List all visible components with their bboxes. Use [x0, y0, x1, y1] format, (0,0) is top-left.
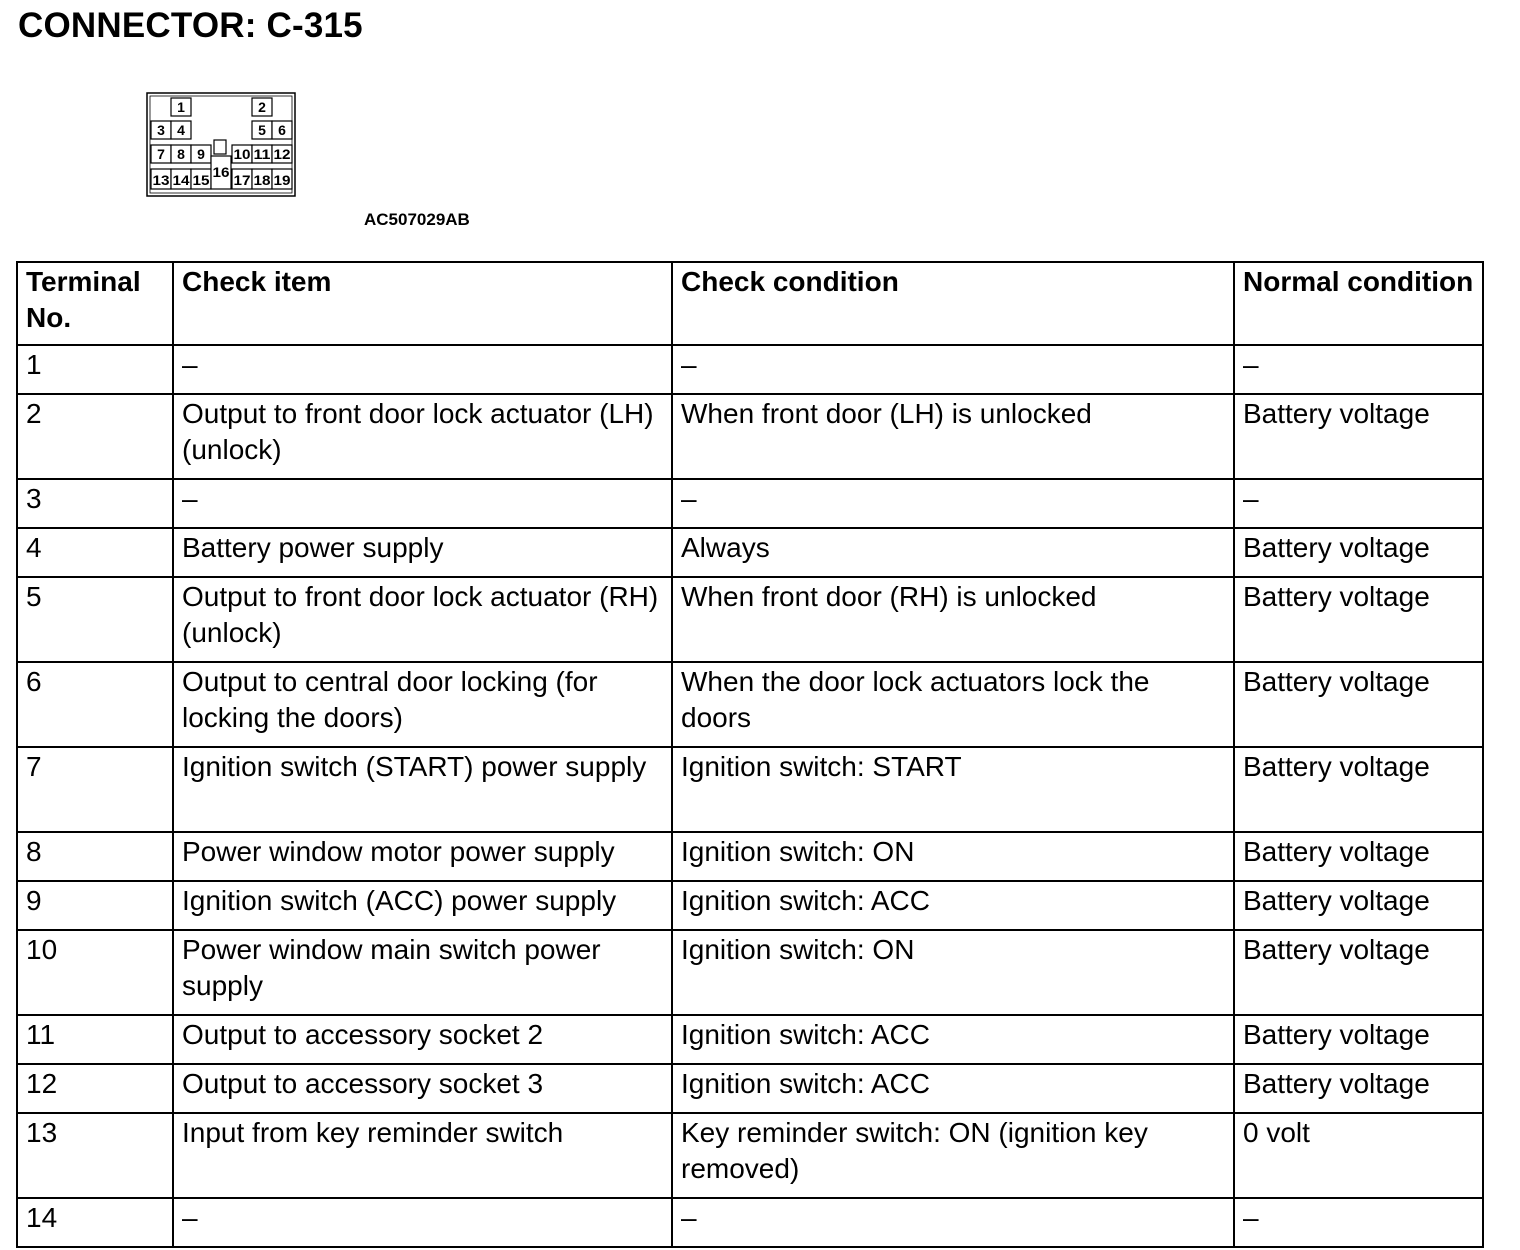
- cell-check-item: Power window motor power supply: [173, 832, 672, 881]
- cell-check-condition: Ignition switch: ACC: [672, 881, 1234, 930]
- table-row: [17, 881, 1483, 930]
- cell-normal-condition: 0 volt: [1234, 1113, 1483, 1198]
- connector-pin-17: [232, 169, 252, 189]
- cell-terminal: 4: [17, 528, 173, 577]
- cell-normal-condition: Battery voltage: [1234, 577, 1483, 662]
- cell-check-condition: When the door lock actuators lock the doors: [672, 662, 1234, 747]
- cell-check-condition: When front door (LH) is unlocked: [672, 394, 1234, 479]
- header-check-item: Check item: [173, 262, 672, 345]
- cell-check-item: Battery power supply: [173, 528, 672, 577]
- connector-pin-label: 2: [258, 99, 266, 115]
- table-row: [17, 479, 1483, 528]
- connector-pin-label: 18: [253, 172, 271, 188]
- cell-normal-condition: Battery voltage: [1234, 662, 1483, 747]
- connector-pin-label: 16: [212, 164, 230, 180]
- connector-pin-label: 17: [233, 172, 251, 188]
- connector-pin-label: 13: [152, 172, 170, 188]
- cell-check-item: Output to front door lock actuator (LH) (unlock): [173, 394, 672, 479]
- connector-pin-label: 7: [157, 146, 165, 162]
- connector-pin-7: [151, 145, 171, 163]
- connector-pin-label: 15: [192, 172, 210, 188]
- header-check-condition: Check condition: [672, 262, 1234, 345]
- cell-terminal: 1: [17, 345, 173, 394]
- cell-check-item: Output to accessory socket 3: [173, 1064, 672, 1113]
- connector-pin-label: 3: [157, 122, 165, 138]
- terminal-inspection-table: [16, 261, 1484, 1248]
- header-normal-condition: Normal condition: [1234, 262, 1483, 345]
- cell-check-condition: Key reminder switch: ON (ignition key removed): [672, 1113, 1234, 1198]
- cell-check-item: –: [173, 345, 672, 394]
- connector-pin-label: 19: [273, 172, 291, 188]
- table-row: [17, 930, 1483, 1015]
- connector-pinout: [146, 92, 296, 197]
- connector-pin-5: [252, 121, 272, 139]
- cell-check-item: Output to accessory socket 2: [173, 1015, 672, 1064]
- cell-check-item: Power window main switch power supply: [173, 930, 672, 1015]
- cell-terminal: 3: [17, 479, 173, 528]
- connector-pin-label: 4: [177, 122, 185, 138]
- connector-pin-3: [151, 121, 171, 139]
- table-row: [17, 1015, 1483, 1064]
- connector-pin-label: 10: [233, 146, 251, 162]
- cell-normal-condition: Battery voltage: [1234, 747, 1483, 832]
- table-row: [17, 394, 1483, 479]
- cell-normal-condition: –: [1234, 479, 1483, 528]
- cell-terminal: 2: [17, 394, 173, 479]
- connector-pin-19: [272, 169, 292, 189]
- cell-check-condition: Ignition switch: ON: [672, 930, 1234, 1015]
- connector-pin-label: 9: [197, 146, 205, 162]
- cell-normal-condition: Battery voltage: [1234, 832, 1483, 881]
- connector-pin-label: 6: [278, 122, 286, 138]
- cell-terminal: 13: [17, 1113, 173, 1198]
- cell-terminal: 12: [17, 1064, 173, 1113]
- connector-pin-label: 14: [172, 172, 190, 188]
- cell-check-item: Ignition switch (ACC) power supply: [173, 881, 672, 930]
- cell-normal-condition: –: [1234, 1198, 1483, 1247]
- cell-check-item: –: [173, 479, 672, 528]
- table-header-row: [17, 262, 1483, 345]
- cell-normal-condition: Battery voltage: [1234, 394, 1483, 479]
- cell-check-condition: When front door (RH) is unlocked: [672, 577, 1234, 662]
- connector-pin-11: [252, 145, 272, 163]
- table-row: [17, 577, 1483, 662]
- connector-pin-label: 11: [253, 146, 271, 162]
- cell-check-condition: Ignition switch: START: [672, 747, 1234, 832]
- connector-pin-8: [171, 145, 191, 163]
- inspection-table-container: [16, 261, 1482, 1248]
- table-row: [17, 528, 1483, 577]
- cell-normal-condition: Battery voltage: [1234, 1064, 1483, 1113]
- table-row: [17, 747, 1483, 832]
- cell-terminal: 7: [17, 747, 173, 832]
- cell-terminal: 10: [17, 930, 173, 1015]
- cell-normal-condition: Battery voltage: [1234, 881, 1483, 930]
- cell-check-condition: –: [672, 1198, 1234, 1247]
- connector-pin-12: [272, 145, 292, 163]
- connector-key-slot: [214, 140, 226, 154]
- table-row: [17, 1113, 1483, 1198]
- connector-pin-1: [171, 98, 191, 116]
- cell-check-condition: –: [672, 479, 1234, 528]
- cell-check-condition: Always: [672, 528, 1234, 577]
- cell-check-item: Input from key reminder switch: [173, 1113, 672, 1198]
- table-row: [17, 345, 1483, 394]
- connector-pin-6: [272, 121, 292, 139]
- cell-check-condition: Ignition switch: ACC: [672, 1064, 1234, 1113]
- cell-terminal: 6: [17, 662, 173, 747]
- connector-pin-label: 8: [177, 146, 185, 162]
- cell-terminal: 5: [17, 577, 173, 662]
- header-terminal-no: Terminal No.: [17, 262, 173, 345]
- cell-normal-condition: Battery voltage: [1234, 528, 1483, 577]
- cell-terminal: 14: [17, 1198, 173, 1247]
- cell-check-item: Ignition switch (START) power supply: [173, 747, 672, 832]
- cell-check-item: Output to front door lock actuator (RH) (unlock): [173, 577, 672, 662]
- connector-pin-18: [252, 169, 272, 189]
- table-row: [17, 1064, 1483, 1113]
- cell-terminal: 9: [17, 881, 173, 930]
- connector-pin-label: 1: [177, 99, 185, 115]
- cell-terminal: 11: [17, 1015, 173, 1064]
- table-row: [17, 662, 1483, 747]
- connector-pin-label: 5: [258, 122, 266, 138]
- cell-normal-condition: –: [1234, 345, 1483, 394]
- connector-pin-14: [171, 169, 191, 189]
- connector-pin-16: [211, 156, 231, 189]
- connector-pin-4: [171, 121, 191, 139]
- cell-check-condition: Ignition switch: ON: [672, 832, 1234, 881]
- figure-code: AC507029AB: [364, 210, 470, 229]
- page-title: CONNECTOR: C-315: [18, 6, 363, 45]
- connector-pin-9: [191, 145, 211, 163]
- cell-terminal: 8: [17, 832, 173, 881]
- cell-check-condition: Ignition switch: ACC: [672, 1015, 1234, 1064]
- connector-pin-15: [191, 169, 211, 189]
- table-row: [17, 1198, 1483, 1247]
- table-row: [17, 832, 1483, 881]
- cell-check-item: Output to central door locking (for locking the doors): [173, 662, 672, 747]
- cell-normal-condition: Battery voltage: [1234, 930, 1483, 1015]
- connector-pin-10: [232, 145, 252, 163]
- connector-pin-13: [151, 169, 171, 189]
- connector-diagram: [146, 92, 296, 197]
- cell-check-item: –: [173, 1198, 672, 1247]
- connector-pin-label: 12: [273, 146, 291, 162]
- cell-check-condition: –: [672, 345, 1234, 394]
- connector-pin-2: [252, 98, 272, 116]
- cell-normal-condition: Battery voltage: [1234, 1015, 1483, 1064]
